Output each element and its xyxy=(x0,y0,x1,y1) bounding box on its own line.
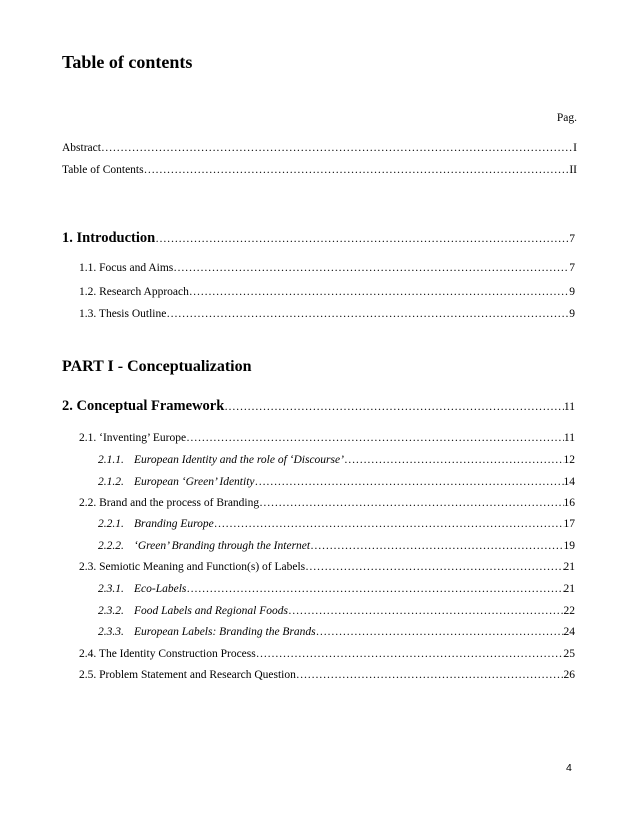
toc-entry-label: 2.4. The Identity Construction Process xyxy=(79,648,256,660)
toc-entry-label xyxy=(98,518,214,530)
toc-entry-number: 2.3.2. xyxy=(98,605,124,617)
toc-entry-number: 2.3.3. xyxy=(98,626,124,638)
page-column-label: Pag. xyxy=(556,112,577,124)
toc-section-1-2[interactable] xyxy=(79,286,575,298)
dot-leader xyxy=(166,308,569,320)
toc-subsection-2-1-1[interactable] xyxy=(98,454,575,466)
toc-chapter-conceptual-framework[interactable] xyxy=(62,398,575,415)
dot-leader xyxy=(224,401,564,413)
toc-section-2-2[interactable] xyxy=(79,497,575,509)
toc-entry-page: 21 xyxy=(563,583,575,595)
toc-entry-label: 1.1. Focus and Aims xyxy=(79,262,174,274)
toc-chapter-label: 1. Introduction xyxy=(62,230,156,246)
toc-subsection-2-1-2[interactable] xyxy=(98,476,575,488)
toc-entry-text: Branding Europe xyxy=(134,518,214,530)
toc-entry-text: European ‘Green’ Identity xyxy=(134,476,255,488)
toc-entry-label xyxy=(98,626,316,638)
dot-leader xyxy=(189,286,569,298)
toc-entry-label: Abstract xyxy=(62,142,101,154)
dot-leader xyxy=(305,561,563,573)
toc-entry-page: 16 xyxy=(563,497,575,509)
toc-subsection-2-3-3[interactable] xyxy=(98,626,575,638)
toc-entry-page: 7 xyxy=(569,262,575,274)
toc-chapter-introduction[interactable] xyxy=(62,230,575,247)
toc-entry-label: 1.2. Research Approach xyxy=(79,286,189,298)
toc-entry-number: 2.1.2. xyxy=(98,476,124,488)
toc-entry-label: 2.5. Problem Statement and Research Question xyxy=(79,669,296,681)
toc-section-2-4[interactable] xyxy=(79,648,575,660)
toc-entry-text: European Identity and the role of ‘Discourse’ xyxy=(134,454,344,466)
toc-entry-label xyxy=(98,540,310,552)
dot-leader xyxy=(316,626,564,638)
toc-subsection-2-3-1[interactable] xyxy=(98,583,575,595)
dot-leader xyxy=(186,432,564,444)
toc-entry-page: 24 xyxy=(563,626,575,638)
toc-entry-page: 25 xyxy=(563,648,575,660)
toc-entry-page: 14 xyxy=(563,476,575,488)
toc-entry-page: 7 xyxy=(569,233,575,245)
toc-entry-page: 9 xyxy=(569,286,575,298)
dot-leader xyxy=(101,142,573,154)
toc-entry-page: 11 xyxy=(563,432,575,444)
toc-entry-text: ‘Green’ Branding through the Internet xyxy=(134,540,311,552)
dot-leader xyxy=(255,476,564,488)
toc-entry-label xyxy=(98,605,288,617)
toc-entry-page: I xyxy=(573,142,577,154)
toc-entry-page: 17 xyxy=(563,518,575,530)
toc-entry-label xyxy=(98,476,255,488)
page-number: 4 xyxy=(566,762,572,774)
dot-leader xyxy=(256,648,564,660)
dot-leader xyxy=(344,454,564,466)
dot-leader xyxy=(186,583,563,595)
toc-subsection-2-3-2[interactable] xyxy=(98,605,575,617)
part-heading: PART I - Conceptualization xyxy=(62,358,252,375)
toc-entry-page: II xyxy=(569,164,577,176)
dot-leader xyxy=(259,497,563,509)
dot-leader xyxy=(296,669,564,681)
toc-entry-label: 2.1. ‘Inventing’ Europe xyxy=(79,432,187,444)
toc-entry-label: Table of Contents xyxy=(62,164,144,176)
dot-leader xyxy=(214,518,564,530)
dot-leader xyxy=(144,164,570,176)
toc-entry-page: 12 xyxy=(563,454,575,466)
toc-subsection-2-2-2[interactable] xyxy=(98,540,575,552)
toc-entry-page: 22 xyxy=(563,605,575,617)
toc-chapter-label: 2. Conceptual Framework xyxy=(62,398,225,414)
toc-entry-label: 1.3. Thesis Outline xyxy=(79,308,167,320)
toc-entry-page: 26 xyxy=(563,669,575,681)
toc-entry-number: 2.2.2. xyxy=(98,540,124,552)
toc-entry-label xyxy=(98,583,186,595)
toc-entry-page: 9 xyxy=(569,308,575,320)
toc-entry-abstract[interactable] xyxy=(62,142,577,154)
toc-section-1-3[interactable] xyxy=(79,308,575,320)
toc-section-1-1[interactable] xyxy=(79,262,575,274)
toc-entry-label xyxy=(98,454,344,466)
dot-leader xyxy=(310,540,563,552)
toc-entry-text: Food Labels and Regional Foods xyxy=(134,605,288,617)
toc-entry-label: 2.2. Brand and the process of Branding xyxy=(79,497,260,509)
toc-entry-label: 2.3. Semiotic Meaning and Function(s) of Labels xyxy=(79,561,306,573)
toc-entry-number: 2.1.1. xyxy=(98,454,124,466)
toc-section-2-5[interactable] xyxy=(79,669,575,681)
toc-entry-page: 11 xyxy=(563,401,575,413)
toc-entry-text: European Labels: Branding the Brands xyxy=(134,626,316,638)
toc-section-2-3[interactable] xyxy=(79,561,575,573)
toc-title: Table of contents xyxy=(62,52,193,72)
toc-entry-page: 21 xyxy=(563,561,575,573)
dot-leader xyxy=(173,262,569,274)
toc-entry-number: 2.3.1. xyxy=(98,583,124,595)
toc-entry-number: 2.2.1. xyxy=(98,518,124,530)
toc-entry-table-of-contents[interactable] xyxy=(62,164,577,176)
toc-entry-page: 19 xyxy=(563,540,575,552)
dot-leader xyxy=(155,233,569,245)
toc-subsection-2-2-1[interactable] xyxy=(98,518,575,530)
toc-section-2-1[interactable] xyxy=(79,432,575,444)
toc-entry-text: Eco-Labels xyxy=(134,583,187,595)
dot-leader xyxy=(288,605,564,617)
